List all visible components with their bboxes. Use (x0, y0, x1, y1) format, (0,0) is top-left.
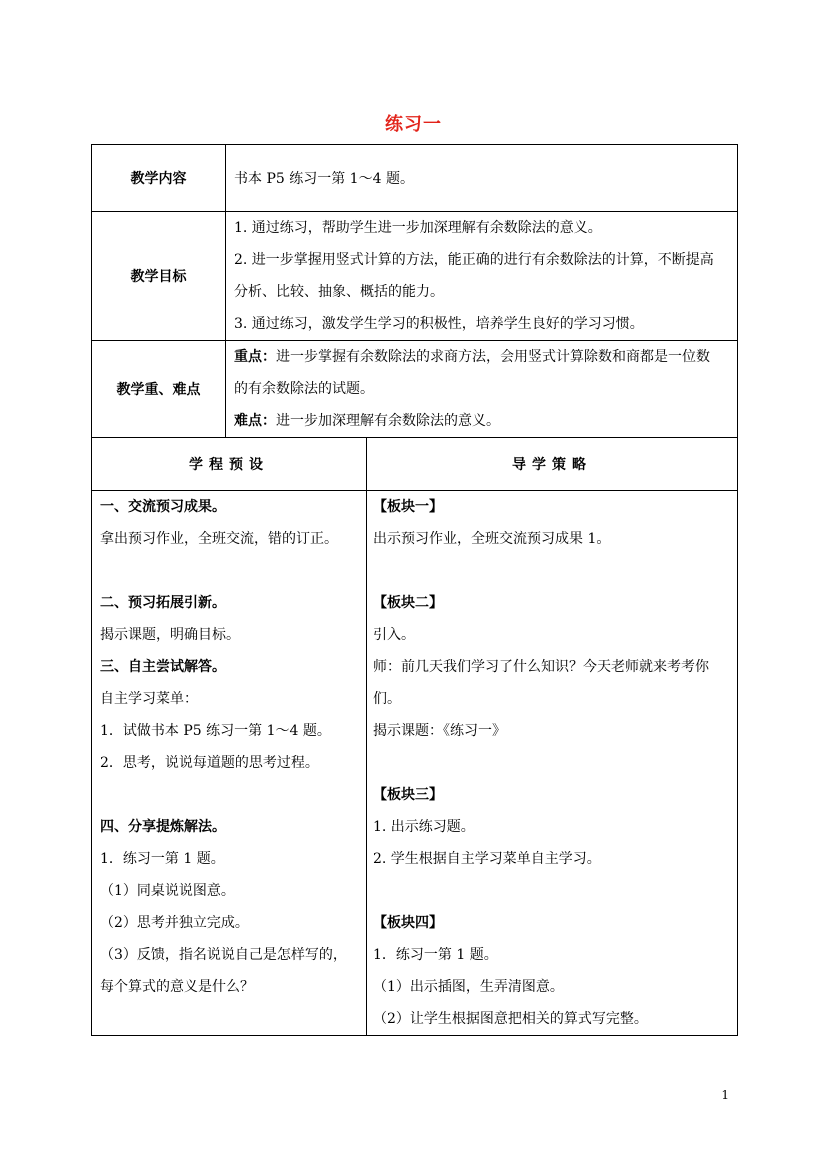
goal-item: 分析、比较、抽象、概括的能力。 (234, 284, 444, 300)
list-item: 1．试做书本 P5 练习一第 1～4 题。 (100, 723, 331, 739)
difficulty-text: 进一步加深理解有余数除法的意义。 (276, 413, 500, 429)
list-item: （2）让学生根据图意把相关的算式写完整。 (373, 1011, 648, 1027)
label-key-points: 教学重、难点 (92, 341, 226, 438)
section-title: 三、自主尝试解答。 (100, 659, 226, 675)
goal-item: 1. 通过练习，帮助学生进一步加深理解有余数除法的意义。 (234, 220, 602, 236)
goal-item: 2. 进一步掌握用竖式计算的方法，能正确的进行有余数除法的计算，不断提高 (234, 252, 714, 268)
block-title: 【板块二】 (373, 595, 443, 611)
list-item: 拿出预习作业，全班交流，错的订正。 (100, 531, 338, 547)
key-point-line: 的有余数除法的试题。 (234, 381, 374, 397)
list-item: （1）同桌说说图意。 (100, 883, 235, 899)
key-point-line (234, 341, 731, 373)
list-item: 自主学习菜单： (100, 691, 198, 707)
block-title: 【板块三】 (373, 787, 443, 803)
row-teaching-content (92, 145, 738, 212)
list-item: 每个算式的意义是什么？ (100, 979, 254, 995)
header-guidance-strategy: 导学策略 (367, 438, 738, 491)
teaching-content-text: 书本 P5 练习一第 1～4 题。 (234, 171, 414, 187)
key-point-label: 重点： (234, 349, 276, 365)
list-item: 师：前几天我们学习了什么知识？今天老师就来考考你 (373, 659, 709, 675)
label-teaching-content: 教学内容 (92, 145, 226, 212)
list-item: 1. 出示练习题。 (373, 819, 475, 835)
block-title: 【板块一】 (373, 499, 443, 515)
row-teaching-goals (92, 212, 738, 341)
section-title: 四、分享提炼解法。 (100, 819, 226, 835)
section-title: 一、交流预习成果。 (100, 499, 226, 515)
lesson-plan-table (91, 144, 738, 1036)
goal-item: 3. 通过练习，激发学生学习的积极性，培养学生良好的学习习惯。 (234, 316, 644, 332)
block-title: 【板块四】 (373, 915, 443, 931)
list-item: （3）反馈，指名说说自己是怎样写的， (100, 947, 347, 963)
guidance-strategy-cell (367, 491, 738, 1036)
list-item: 揭示课题：《练习一》 (373, 723, 506, 739)
list-item: 1．练习一第 1 题。 (100, 851, 225, 867)
page-number: 1 (721, 1088, 729, 1102)
row-column-headers (92, 438, 738, 491)
list-item: 1．练习一第 1 题。 (373, 947, 498, 963)
learning-process-cell (92, 491, 367, 1036)
document-title: 练习一 (385, 114, 442, 135)
header-learning-process: 学程预设 (92, 438, 367, 491)
key-point-text: 进一步掌握有余数除法的求商方法，会用竖式计算除数和商都是一位数 (276, 349, 710, 365)
list-item: 们。 (373, 691, 401, 707)
list-item: 引入。 (373, 627, 415, 643)
row-process-body (92, 491, 738, 1036)
label-teaching-goals: 教学目标 (92, 212, 226, 341)
list-item: （1）出示插图，生弄清图意。 (373, 979, 564, 995)
list-item: 出示预习作业，全班交流预习成果 1。 (373, 531, 611, 547)
section-title: 二、预习拓展引新。 (100, 595, 226, 611)
list-item: 2．思考，说说每道题的思考过程。 (100, 755, 319, 771)
list-item: 揭示课题，明确目标。 (100, 627, 240, 643)
row-key-points (92, 341, 738, 438)
list-item: （2）思考并独立完成。 (100, 915, 249, 931)
list-item: 2. 学生根据自主学习菜单自主学习。 (373, 851, 601, 867)
difficulty-label: 难点： (234, 413, 276, 429)
difficulty-line (234, 405, 731, 437)
